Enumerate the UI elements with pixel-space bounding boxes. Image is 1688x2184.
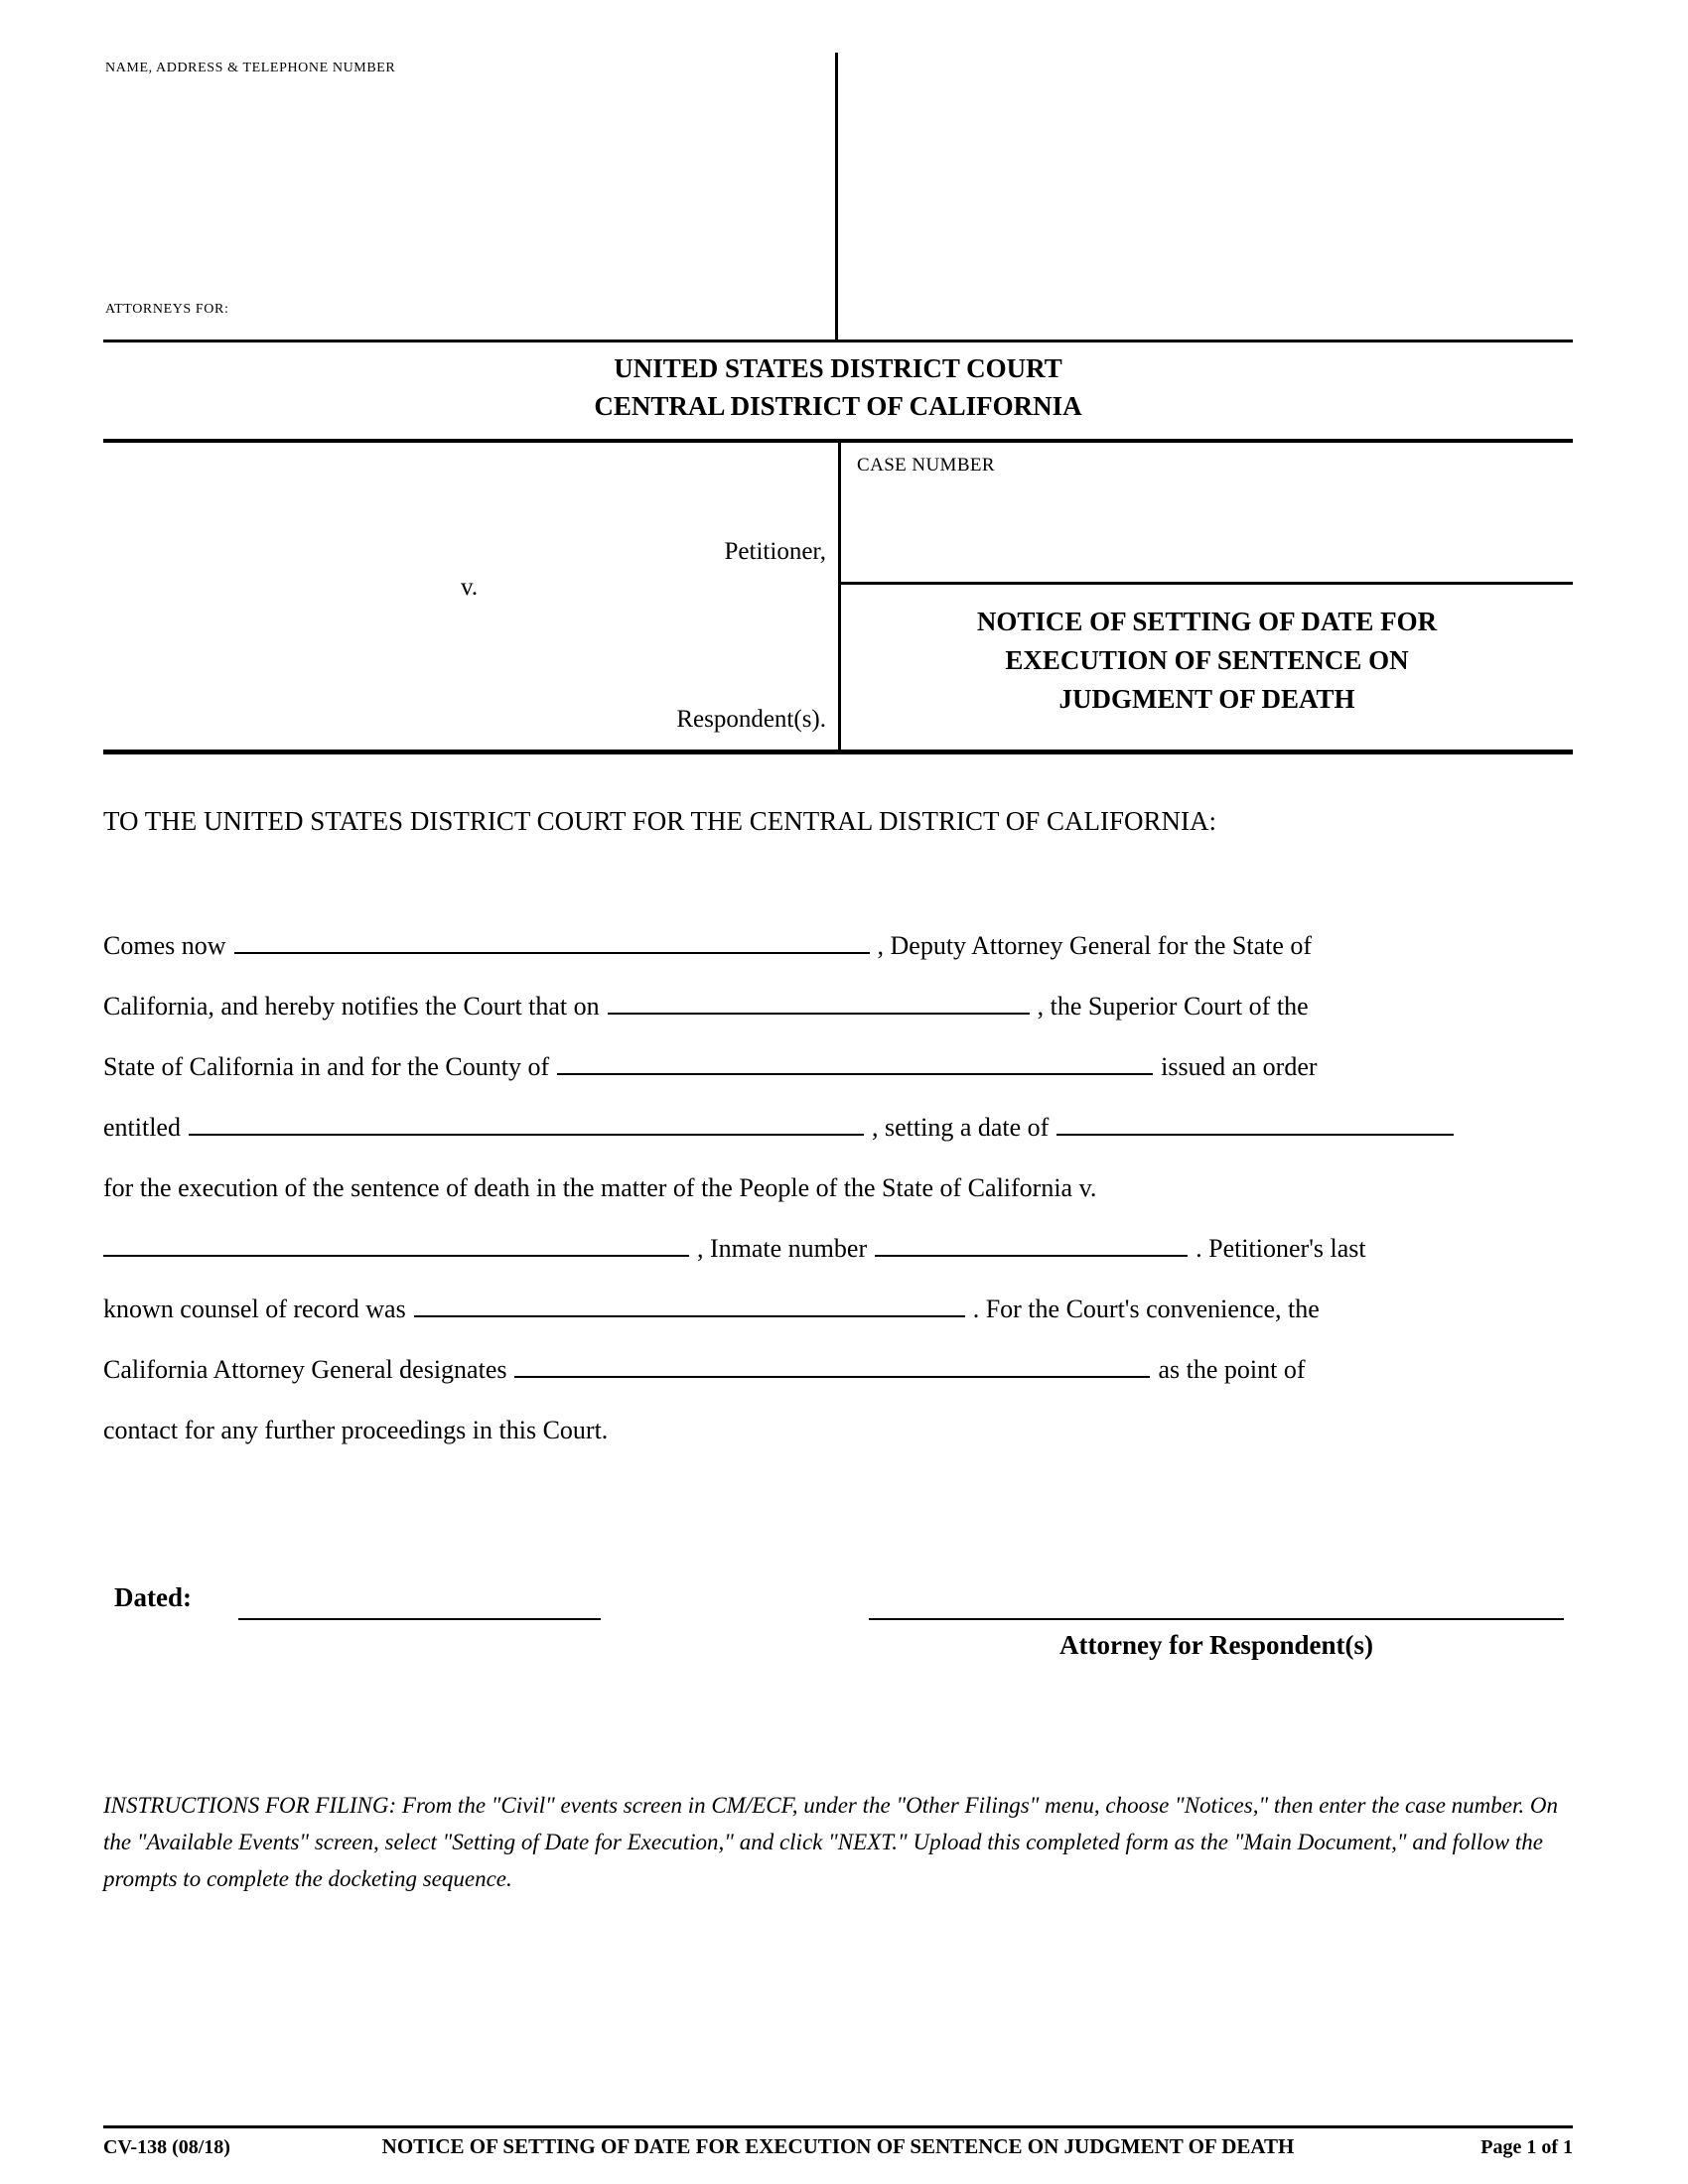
footer-divider-line: [103, 2125, 1573, 2128]
petitioner-label: Petitioner,: [724, 538, 826, 565]
text-county-of: State of California in and for the County of: [103, 1052, 550, 1081]
point-of-contact-blank[interactable]: [514, 1376, 1150, 1378]
text-inmate-number: , Inmate number: [697, 1234, 868, 1263]
header-divider-line: [103, 340, 1573, 342]
county-name-blank[interactable]: [557, 1073, 1153, 1075]
counsel-of-record-blank[interactable]: [414, 1315, 965, 1317]
parties-field[interactable]: [103, 443, 838, 750]
paragraph-line-1: [103, 915, 1573, 976]
text-execution-sentence: for the execution of the sentence of death in the matter of the People of the State of California v.: [103, 1173, 1097, 1202]
paragraph-line-8: [103, 1339, 1573, 1400]
attorney-for-respondents-label: Attorney for Respondent(s): [1059, 1630, 1373, 1660]
versus-label: v.: [461, 574, 479, 601]
document-title-line3: JUDGMENT OF DEATH: [1058, 684, 1355, 714]
paragraph-line-5: [103, 1158, 1573, 1218]
case-number-label: CASE NUMBER: [857, 455, 996, 476]
attorney-info-field[interactable]: [103, 53, 838, 340]
inmate-number-blank[interactable]: [875, 1255, 1188, 1257]
text-counsel-of-record: known counsel of record was: [103, 1295, 406, 1323]
execution-date-blank[interactable]: [1056, 1134, 1454, 1136]
paragraph-line-4: [103, 1097, 1573, 1158]
form-number: CV-138 (08/18): [103, 2136, 230, 2158]
text-setting-date: , setting a date of: [871, 1113, 1050, 1142]
salutation: TO THE UNITED STATES DISTRICT COURT FOR THE CENTRAL DISTRICT OF CALIFORNIA:: [103, 806, 1217, 836]
paragraph-line-3: [103, 1036, 1573, 1097]
footer-title: NOTICE OF SETTING OF DATE FOR EXECUTION OF SENTENCE ON JUDGMENT OF DEATH: [381, 2134, 1295, 2158]
court-district: CENTRAL DISTRICT OF CALIFORNIA: [594, 391, 1082, 421]
respondent-label: Respondent(s).: [676, 706, 826, 733]
paragraph-line-9: [103, 1400, 1573, 1460]
letterhead-box: [103, 53, 1573, 340]
text-comes-now: Comes now: [103, 931, 226, 960]
text-superior-court: , the Superior Court of the: [1037, 992, 1309, 1021]
caption-right-column: [838, 443, 1573, 750]
document-title: [841, 585, 1573, 719]
notice-paragraph: [103, 915, 1573, 1460]
court-heading: [103, 349, 1573, 425]
deputy-attorney-general-name-blank[interactable]: [234, 952, 870, 954]
footer: [103, 2134, 1573, 2159]
text-court-convenience: . For the Court's convenience, the: [972, 1295, 1320, 1323]
text-ag-designates: California Attorney General designates: [103, 1355, 507, 1384]
date-blank[interactable]: [238, 1618, 601, 1620]
order-title-blank[interactable]: [189, 1134, 864, 1136]
caption-box: [103, 439, 1573, 754]
defendant-name-blank[interactable]: [103, 1255, 689, 1257]
text-entitled: entitled: [103, 1113, 181, 1142]
page-number: Page 1 of 1: [1480, 2136, 1573, 2158]
text-deputy-ag: , Deputy Attorney General for the State of: [877, 931, 1313, 960]
filing-instructions: INSTRUCTIONS FOR FILING: From the "Civil" events screen in CM/ECF, under the "Other Filings" menu, choose "Notices," then enter the case number. On the "Available Events" screen, select "Setting of Date for Execution," and click "NEXT." Upload this completed form as the "Main Document," and follow the prompts to complete the docketing sequence.: [103, 1793, 1559, 1891]
order-date-blank[interactable]: [608, 1013, 1030, 1015]
text-point-of-contact: as the point of: [1158, 1355, 1306, 1384]
dated-label: Dated:: [114, 1582, 192, 1612]
paragraph-line-6: [103, 1218, 1573, 1279]
text-petitioners-last: . Petitioner's last: [1196, 1234, 1366, 1263]
document-title-line1: NOTICE OF SETTING OF DATE FOR: [976, 607, 1438, 636]
attorney-signature-blank[interactable]: [869, 1618, 1564, 1620]
case-number-field[interactable]: [841, 443, 1573, 585]
text-further-proceedings: contact for any further proceedings in this Court.: [103, 1416, 609, 1444]
name-address-label: NAME, ADDRESS & TELEPHONE NUMBER: [105, 61, 396, 75]
text-issued-order: issued an order: [1161, 1052, 1318, 1081]
attorneys-for-label: ATTORNEYS FOR:: [105, 302, 229, 317]
document-title-line2: EXECUTION OF SENTENCE ON: [1005, 645, 1409, 675]
court-name: UNITED STATES DISTRICT COURT: [614, 353, 1062, 383]
paragraph-line-7: [103, 1279, 1573, 1339]
paragraph-line-2: [103, 976, 1573, 1036]
text-notifies-court: California, and hereby notifies the Court that on: [103, 992, 600, 1021]
